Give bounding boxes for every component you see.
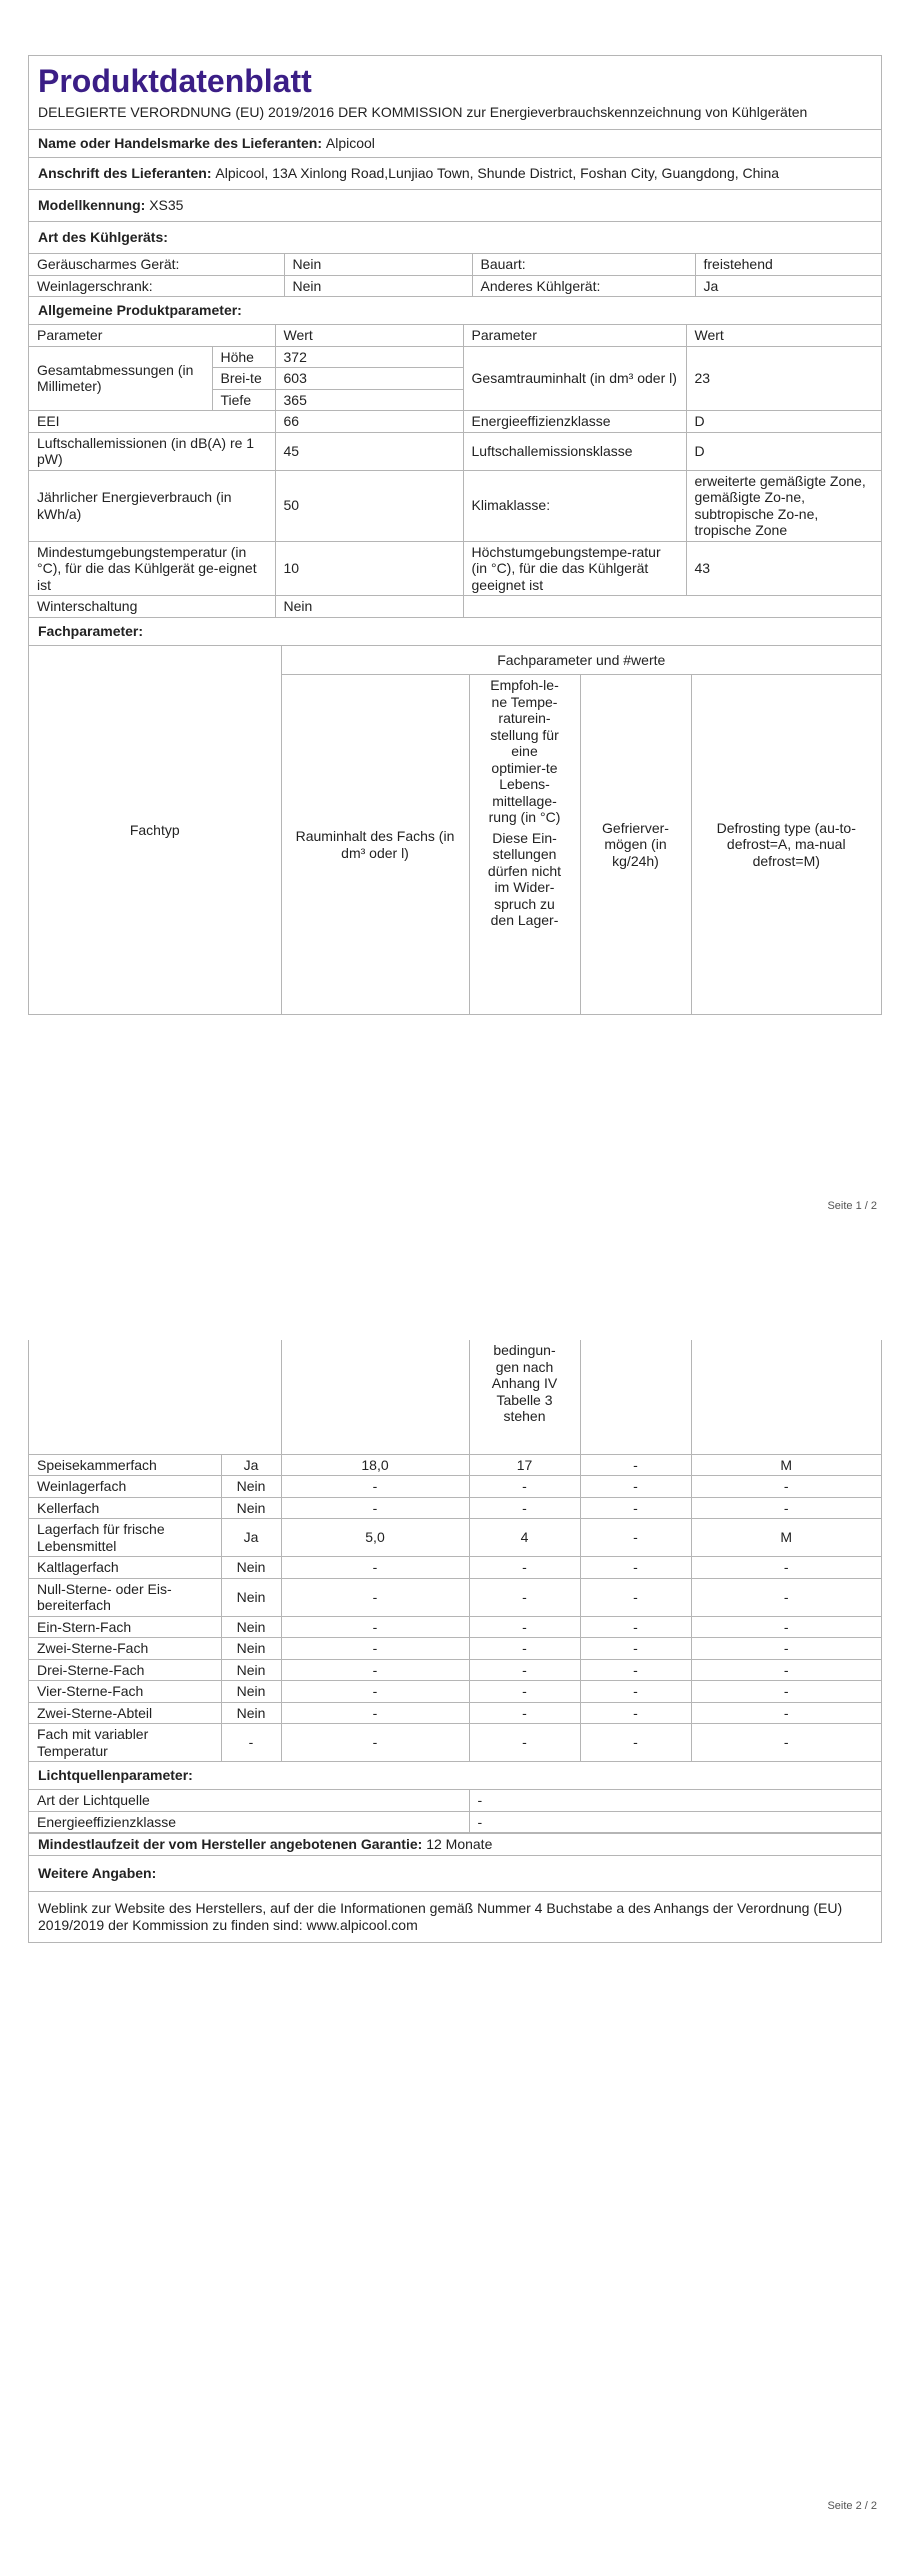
header-cell: Wert xyxy=(275,325,463,346)
temp-note-continued-row xyxy=(29,1340,881,1454)
compartment-present: Ja xyxy=(221,1454,281,1476)
light-table xyxy=(29,1790,881,1833)
cell: Höchstumgebungstempe-ratur (in °C), für die das Kühlgerät geeignet ist xyxy=(463,541,686,596)
compartment-present: Nein xyxy=(221,1638,281,1660)
compartment-volume: - xyxy=(281,1616,469,1638)
compartment-name: Zwei-Sterne-Abteil xyxy=(29,1702,221,1724)
further-heading: Weitere Angaben: xyxy=(29,1856,881,1892)
compartment-present: Nein xyxy=(221,1476,281,1498)
col-temp-note: Diese Ein-stellungen dürfen nicht im Wider-spruch zu den Lager- xyxy=(487,829,562,928)
compartment-defrost: - xyxy=(691,1476,881,1498)
compartment-name: Lagerfach für frische Lebensmittel xyxy=(29,1519,221,1557)
compartment-rows xyxy=(29,1454,881,1762)
compartment-volume: - xyxy=(281,1681,469,1703)
col-defrost-header: Defrosting type (au-to-defrost=A, ma-nual defrost=M) xyxy=(691,675,881,1015)
compartment-temp: - xyxy=(469,1476,580,1498)
light-value: - xyxy=(469,1790,881,1811)
document-subtitle: DELEGIERTE VERORDNUNG (EU) 2019/2016 DER KOMMISSION zur Energieverbrauchskennzeichnung von Kühlgeräten xyxy=(29,100,881,130)
compartment-name: Kellerfach xyxy=(29,1497,221,1519)
cell: Anderes Kühlgerät: xyxy=(472,275,695,297)
cell: Jährlicher Energieverbrauch (in kWh/a) xyxy=(29,470,275,541)
compartment-volume: - xyxy=(281,1638,469,1660)
compartment-temp: - xyxy=(469,1557,580,1579)
winter-value: Nein xyxy=(275,596,463,618)
cell: Nein xyxy=(284,254,472,275)
supplier-address-value: Alpicool, 13A Xinlong Road,Lunjiao Town, Shunde District, Foshan City, Guangdong, China xyxy=(215,165,780,181)
cell: freistehend xyxy=(695,254,881,275)
supplier-name-label: Name oder Handelsmarke des Lieferanten: xyxy=(38,135,322,151)
compartment-defrost: M xyxy=(691,1519,881,1557)
compartment-present: Nein xyxy=(221,1497,281,1519)
compartment-defrost: - xyxy=(691,1557,881,1579)
device-type-heading: Art des Kühlgeräts: xyxy=(29,222,881,254)
cell: Bauart: xyxy=(472,254,695,275)
light-label: Energieeffizienzklasse xyxy=(29,1811,469,1833)
compartment-volume: 18,0 xyxy=(281,1454,469,1476)
compartment-temp: - xyxy=(469,1724,580,1762)
compartment-row xyxy=(29,1616,881,1638)
cell: Ja xyxy=(695,275,881,297)
compartment-defrost: - xyxy=(691,1724,881,1762)
cell: Energieeffizienzklasse xyxy=(463,411,686,433)
dim-name: Tiefe xyxy=(212,389,275,411)
compartment-defrost: - xyxy=(691,1638,881,1660)
cell: Luftschallemissionen (in dB(A) re 1 pW) xyxy=(29,432,275,470)
compartment-temp: 17 xyxy=(469,1454,580,1476)
supplier-address-label: Anschrift des Lieferanten: xyxy=(38,165,212,181)
col-volume-header: Rauminhalt des Fachs (in dm³ oder l) xyxy=(281,675,469,1015)
compartment-row xyxy=(29,1702,881,1724)
compartment-row xyxy=(29,1497,881,1519)
compartment-name: Null-Sterne- oder Eis-bereiterfach xyxy=(29,1578,221,1616)
compartment-row xyxy=(29,1557,881,1579)
compartment-name: Ein-Stern-Fach xyxy=(29,1616,221,1638)
supplier-name-value: Alpicool xyxy=(325,135,375,151)
compartment-freeze: - xyxy=(580,1519,691,1557)
cell: 45 xyxy=(275,432,463,470)
model-value: XS35 xyxy=(149,197,184,213)
cell: EEI xyxy=(29,411,275,433)
compartment-temp: - xyxy=(469,1659,580,1681)
page-number-1: Seite 1 / 2 xyxy=(827,1200,877,1212)
cell: erweiterte gemäßigte Zone, gemäßigte Zo-ne, subtropische Zo-ne, tropische Zone xyxy=(686,470,881,541)
compartment-defrost: - xyxy=(691,1659,881,1681)
col-freeze-header: Gefrierver-mögen (in kg/24h) xyxy=(580,675,691,1015)
compartments-table xyxy=(29,1340,881,1762)
volume-value: 23 xyxy=(686,346,881,411)
cell: Geräuscharmes Gerät: xyxy=(29,254,284,275)
further-text: Weblink zur Website des Herstellers, auf der die Informationen gemäß Nummer 4 Buchstabe a des Anhangs der Verordnung (EU) 2019/2019 der Kommission zu finden sind: www.alpicool.com xyxy=(38,1900,843,1933)
empty-cell xyxy=(281,1340,469,1454)
compartment-row xyxy=(29,1519,881,1557)
document-title: Produktdatenblatt xyxy=(38,63,312,99)
compartment-row xyxy=(29,1724,881,1762)
compartment-freeze: - xyxy=(580,1681,691,1703)
light-label: Art der Lichtquelle xyxy=(29,1790,469,1811)
compartment-row xyxy=(29,1454,881,1476)
compartment-freeze: - xyxy=(580,1616,691,1638)
compartment-present: - xyxy=(221,1724,281,1762)
compartment-volume: - xyxy=(281,1497,469,1519)
empty-cell xyxy=(580,1340,691,1454)
compartment-freeze: - xyxy=(580,1724,691,1762)
compartment-temp: - xyxy=(469,1681,580,1703)
cell: 66 xyxy=(275,411,463,433)
col-temp-note-continued xyxy=(469,1340,580,1454)
header-cell: Parameter xyxy=(29,325,275,346)
volume-label: Gesamtrauminhalt (in dm³ oder l) xyxy=(463,346,686,411)
cell: Nein xyxy=(284,275,472,297)
dim-name: Brei-te xyxy=(212,368,275,390)
compartment-volume: - xyxy=(281,1724,469,1762)
compartment-freeze: - xyxy=(580,1702,691,1724)
compartment-row xyxy=(29,1638,881,1660)
compartment-freeze: - xyxy=(580,1557,691,1579)
compartment-row xyxy=(29,1476,881,1498)
compartment-name: Weinlagerfach xyxy=(29,1476,221,1498)
general-heading: Allgemeine Produktparameter: xyxy=(29,297,881,325)
dims-label: Gesamtabmessungen (in Millimeter) xyxy=(29,346,212,411)
compartments-heading: Fachparameter: xyxy=(29,618,881,646)
winter-label: Winterschaltung xyxy=(29,596,275,618)
compartment-name: Speisekammerfach xyxy=(29,1454,221,1476)
cell: D xyxy=(686,432,881,470)
cell: Luftschallemissionsklasse xyxy=(463,432,686,470)
compartment-defrost: M xyxy=(691,1454,881,1476)
compartment-present: Ja xyxy=(221,1519,281,1557)
compartment-row xyxy=(29,1681,881,1703)
compartment-name: Drei-Sterne-Fach xyxy=(29,1659,221,1681)
col-temp-note-text: bedingun-gen nach Anhang IV Tabelle 3 stehen xyxy=(491,1342,558,1424)
compartment-row xyxy=(29,1578,881,1616)
col-type-header: Fachtyp xyxy=(29,646,281,1015)
light-heading: Lichtquellenparameter: xyxy=(29,1762,881,1790)
compartment-name: Vier-Sterne-Fach xyxy=(29,1681,221,1703)
compartment-temp: - xyxy=(469,1702,580,1724)
compartment-volume: - xyxy=(281,1702,469,1724)
compartment-temp: - xyxy=(469,1578,580,1616)
compartment-volume: - xyxy=(281,1476,469,1498)
compartment-name: Zwei-Sterne-Fach xyxy=(29,1638,221,1660)
compartment-freeze: - xyxy=(580,1638,691,1660)
empty-cell xyxy=(691,1340,881,1454)
dim-value: 365 xyxy=(275,389,463,411)
compartment-present: Nein xyxy=(221,1681,281,1703)
cell: 50 xyxy=(275,470,463,541)
compartment-volume: - xyxy=(281,1557,469,1579)
compartment-temp: 4 xyxy=(469,1519,580,1557)
cell: 43 xyxy=(686,541,881,596)
compartment-freeze: - xyxy=(580,1476,691,1498)
cell: 10 xyxy=(275,541,463,596)
compartment-defrost: - xyxy=(691,1578,881,1616)
compartment-volume: - xyxy=(281,1578,469,1616)
compartment-name: Kaltlagerfach xyxy=(29,1557,221,1579)
compartment-temp: - xyxy=(469,1638,580,1660)
compartment-defrost: - xyxy=(691,1702,881,1724)
compartment-freeze: - xyxy=(580,1454,691,1476)
light-value: - xyxy=(469,1811,881,1833)
light-row xyxy=(29,1811,881,1833)
dim-value: 603 xyxy=(275,368,463,390)
light-row xyxy=(29,1790,881,1811)
cell: D xyxy=(686,411,881,433)
compartment-freeze: - xyxy=(580,1578,691,1616)
warranty-row xyxy=(29,1833,881,1856)
sheet-page-2 xyxy=(28,1340,882,1943)
compartment-volume: 5,0 xyxy=(281,1519,469,1557)
compartment-volume: - xyxy=(281,1659,469,1681)
compartment-present: Nein xyxy=(221,1616,281,1638)
warranty-label: Mindestlaufzeit der vom Hersteller angebotenen Garantie: xyxy=(38,1836,423,1852)
cell: Weinlagerschrank: xyxy=(29,275,284,297)
compartment-present: Nein xyxy=(221,1557,281,1579)
compartment-freeze: - xyxy=(580,1659,691,1681)
cell: Klimaklasse: xyxy=(463,470,686,541)
compartment-name: Fach mit variabler Temperatur xyxy=(29,1724,221,1762)
compartment-row xyxy=(29,1659,881,1681)
empty-cell xyxy=(29,1340,281,1454)
compartment-present: Nein xyxy=(221,1578,281,1616)
col-temp-text: Empfoh-le-ne Tempe-raturein-stellung für eine optimier-te Lebens-mittellage-rung (in °C) xyxy=(488,677,561,825)
compartment-freeze: - xyxy=(580,1497,691,1519)
compartment-present: Nein xyxy=(221,1702,281,1724)
compartment-defrost: - xyxy=(691,1616,881,1638)
group-header: Fachparameter und #werte xyxy=(281,646,881,675)
page-number-2: Seite 2 / 2 xyxy=(827,2500,877,2512)
compartment-present: Nein xyxy=(221,1659,281,1681)
compartment-temp: - xyxy=(469,1497,580,1519)
dim-value: 372 xyxy=(275,346,463,368)
compartment-temp: - xyxy=(469,1616,580,1638)
header-cell: Wert xyxy=(686,325,881,346)
warranty-value: 12 Monate xyxy=(426,1836,493,1852)
cell: Mindestumgebungstemperatur (in °C), für die das Kühlgerät ge-eignet ist xyxy=(29,541,275,596)
header-cell: Parameter xyxy=(463,325,686,346)
compartment-defrost: - xyxy=(691,1497,881,1519)
compartment-defrost: - xyxy=(691,1681,881,1703)
dim-name: Höhe xyxy=(212,346,275,368)
model-label: Modellkennung: xyxy=(38,197,146,213)
